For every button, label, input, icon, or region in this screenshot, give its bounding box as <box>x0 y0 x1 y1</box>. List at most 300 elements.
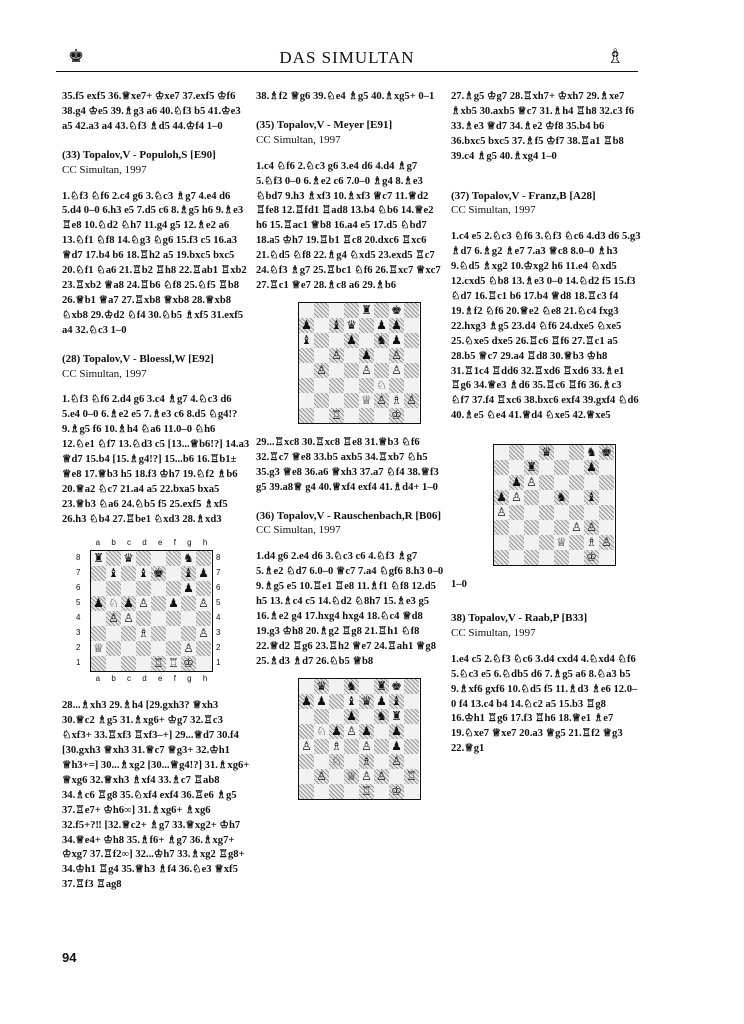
board-square <box>584 475 599 490</box>
board-square <box>91 626 106 641</box>
board-square <box>299 769 314 784</box>
chess-piece-icon: ♝ <box>138 566 149 581</box>
board-square <box>374 378 389 393</box>
board-file-label: f <box>173 537 176 547</box>
board-square <box>344 709 359 724</box>
board-square <box>299 724 314 739</box>
chess-diagram <box>298 302 418 424</box>
board-square <box>509 550 524 565</box>
board-square <box>299 333 314 348</box>
board-square <box>359 769 374 784</box>
board-square <box>166 551 181 566</box>
chess-piece-icon: ♙ <box>198 596 209 611</box>
board-square <box>299 408 314 423</box>
board-grid <box>493 444 616 566</box>
board-square <box>569 475 584 490</box>
game-continuation: 35.f5 exf5 36.♕xe7+ ♔xe7 37.exf5 ♔f6 38.g4 ♔e5 39.♗g3 a6 40.♘f3 b5 41.♔e3 a5 42.a3 a4 43.♘f3 ♗d5 44.♔f4 1–0 <box>62 91 241 132</box>
board-square <box>359 694 374 709</box>
board-square <box>389 393 404 408</box>
chess-piece-icon: ♙ <box>123 611 134 626</box>
board-square <box>554 520 569 535</box>
board-square <box>91 581 106 596</box>
board-square <box>524 460 539 475</box>
board-square <box>389 754 404 769</box>
chess-piece-icon: ♟ <box>301 317 312 332</box>
board-files-top <box>90 536 213 551</box>
board-square <box>151 581 166 596</box>
board-square <box>166 656 181 671</box>
board-square <box>509 490 524 505</box>
board-square <box>121 656 136 671</box>
board-file-label: g <box>187 537 192 547</box>
game-heading: (35) Topalov,V - Meyer [E91] <box>256 118 393 131</box>
board-square <box>524 520 539 535</box>
board-square <box>91 551 106 566</box>
board-square <box>344 694 359 709</box>
board-square <box>539 475 554 490</box>
board-square <box>509 535 524 550</box>
board-square <box>404 303 419 318</box>
board-square <box>299 348 314 363</box>
board-square <box>151 641 166 656</box>
board-file-label: e <box>157 674 163 684</box>
board-square <box>106 626 121 641</box>
board-square <box>344 769 359 784</box>
board-square <box>196 641 211 656</box>
board-square <box>374 739 389 754</box>
board-square <box>404 318 419 333</box>
board-square <box>599 445 614 460</box>
board-square <box>106 611 121 626</box>
board-square <box>569 445 584 460</box>
board-square <box>374 348 389 363</box>
board-square <box>136 611 151 626</box>
board-square <box>494 460 509 475</box>
chess-piece-icon: ♙ <box>601 535 612 550</box>
board-square <box>344 348 359 363</box>
chess-piece-icon: ♙ <box>361 768 372 783</box>
board-square <box>151 551 166 566</box>
board-square <box>509 520 524 535</box>
chess-piece-icon: ♝ <box>586 490 597 505</box>
board-ranks-left <box>76 550 90 672</box>
chess-piece-icon: ♟ <box>391 738 402 753</box>
board-square <box>181 581 196 596</box>
board-square <box>359 303 374 318</box>
board-grid <box>298 678 421 800</box>
board-square <box>121 596 136 611</box>
game-moves: 28...♗xh3 29.♗h4 [29.gxh3? ♕xh3 30.♕c2 ♗g5 31.♗xg6+ ♔g7 32.♖c3 ♘xf3+ 33.♖xf3 ♖xf3–+] 29...♕d7 30.f4 [30.gxh3 ♕xh3 31.♕c7 ♕g3+ 32.♔h1 ♕h3+=] 30...♗xg2 [30...♕g4!?] 31.♗xg6+ ♕xg6 32.♕xh3 ♗xf4 33.♗c7 ♖ab8 34.♗c6 ♖g8 35.♘xf4 exf4 36.♖e6 ♗g5 37.♖e7+ ♔h6∞] 31.♗xg6+ ♗xg6 32.f5+?‼ [32.♕c2+ ♗g7 33.♕xg2+ ♔h7 34.♕e4+ ♔h8 35.♗f6+ ♗g7 36.♗xg7+ ♔xg7 37.♖f2∞] 32...♔h7 33.♗xg2 ♖g8+ 34.♔h1 ♖g4 35.♕h3 ♗f4 36.♘e3 ♕xf5 37.♖f3 ♖ag8 <box>62 700 250 891</box>
chess-piece-icon: ♜ <box>391 708 402 723</box>
chess-piece-icon: ♗ <box>331 738 342 753</box>
chess-piece-icon: ♛ <box>346 317 357 332</box>
board-grid <box>298 302 421 424</box>
board-square <box>329 363 344 378</box>
board-square <box>344 739 359 754</box>
board-square <box>599 490 614 505</box>
board-square <box>569 535 584 550</box>
board-square <box>121 581 136 596</box>
board-square <box>599 520 614 535</box>
board-square <box>404 739 419 754</box>
board-square <box>389 769 404 784</box>
chess-piece-icon: ♕ <box>93 641 104 656</box>
board-square <box>569 505 584 520</box>
chess-piece-icon: ♟ <box>376 693 387 708</box>
chess-piece-icon: ♚ <box>391 678 402 693</box>
board-square <box>539 550 554 565</box>
chess-piece-icon: ♙ <box>571 520 582 535</box>
board-square <box>584 550 599 565</box>
board-square <box>314 348 329 363</box>
board-square <box>554 445 569 460</box>
board-square <box>404 378 419 393</box>
board-square <box>329 694 344 709</box>
board-square <box>494 505 509 520</box>
board-square <box>404 694 419 709</box>
chess-piece-icon: ♟ <box>93 596 104 611</box>
board-square <box>314 363 329 378</box>
board-square <box>374 709 389 724</box>
board-square <box>374 694 389 709</box>
game-moves: 29...♖xc8 30.♖xc8 ♖e8 31.♕b3 ♘f6 32.♖c7 ♕e8 33.b5 axb5 34.♖xb7 ♘h5 35.g3 ♕e8 36.a6 ♕xh3 37.a7 ♘f4 38.♕f3 g5 39.a8♕ g4 40.♕xf4 exf4 41.♗d4+ 1–0 <box>256 436 439 493</box>
chapter-title: DAS SIMULTAN <box>279 48 415 67</box>
board-square <box>554 490 569 505</box>
board-rank-label: 6 <box>76 583 81 593</box>
chess-piece-icon: ♟ <box>168 596 179 611</box>
board-square <box>329 393 344 408</box>
game-heading: (36) Topalov,V - Rauschenbach,R [B06] <box>256 509 441 522</box>
game-moves: 1.c4 e5 2.♘c3 ♘f6 3.♘f3 ♘c6 4.d3 d6 5.g3 ♗d7 6.♗g2 ♗e7 7.a3 ♕c8 8.0–0 ♗h3 9.♘d5 ♗xg2 10.♔xg2 h6 11.e4 ♘xd5 12.cxd5 ♘b8 13.♗e3 0–0 14.♘d2 f5 15.f3 ♘d7 16.♖c1 b6 17.b4 ♕d8 18.♖c3 f4 19.♗f2 ♘f6 20.♕e2 ♘e8 21.♘c4 fxg3 22.hxg3 ♗g5 23.d4 ♘f6 24.dxe5 ♘xe5 25.♘xe5 dxe5 26.♖c6 ♖f6 27.♖c1 a5 28.b5 ♕c7 29.a4 ♖d8 30.♕b3 ♔h8 31.♖1c4 ♖dd6 32.♖xd6 ♖xd6 33.♗e1 ♖g6 34.♕e3 ♗d6 35.♖c6 ♖f6 36.♗c3 ♘f7 37.f4 ♖xc6 38.bxc6 exf4 39.gxf4 ♘d6 40.♗e5 ♘e4 41.♕d4 ♘xe5 42.♕xe5 <box>451 231 641 422</box>
column-1 <box>62 90 250 893</box>
board-file-label: g <box>187 674 192 684</box>
board-square <box>524 475 539 490</box>
board-square <box>554 505 569 520</box>
board-square <box>329 408 344 423</box>
board-rank-label: 8 <box>216 553 221 563</box>
game-heading: (37) Topalov,V - Franz,B [A28] <box>451 189 596 202</box>
board-square <box>389 378 404 393</box>
chess-bishop-icon: ♗ <box>606 44 624 68</box>
board-square <box>359 348 374 363</box>
chess-piece-icon: ♞ <box>376 708 387 723</box>
board-square <box>181 596 196 611</box>
chess-piece-icon: ♝ <box>391 693 402 708</box>
page-number: 94 <box>62 950 77 965</box>
chess-piece-icon: ♟ <box>346 708 357 723</box>
board-square <box>121 641 136 656</box>
board-ranks-right <box>213 550 223 672</box>
board-square <box>136 641 151 656</box>
board-square <box>599 505 614 520</box>
board-square <box>136 656 151 671</box>
game-moves: 1.d4 g6 2.e4 d6 3.♘c3 c6 4.♘f3 ♗g7 5.♗e2 ♘d7 6.0–0 ♕c7 7.a4 ♘gf6 8.h3 0–0 9.♗g5 e5 10.♖e1 ♖e8 11.♗f1 ♘f8 12.d5 h5 13.♗c4 c5 14.♘d2 ♘8h7 15.♗e3 g5 16.♗e2 g4 17.hxg4 hxg4 18.♘c4 ♕d8 19.g3 ♔h8 20.♗g2 ♖g8 21.♖h1 ♘f8 22.♕d2 ♖g6 23.♖h2 ♕e7 24.♖ah1 ♕g8 25.♗d3 ♗d7 26.♘b5 ♕b8 <box>256 551 444 667</box>
board-square <box>344 679 359 694</box>
board-square <box>91 656 106 671</box>
board-file-label: c <box>127 674 132 684</box>
board-square <box>344 318 359 333</box>
board-square <box>524 535 539 550</box>
game-event: CC Simultan, 1997 <box>256 524 341 537</box>
board-square <box>299 739 314 754</box>
chess-diagram <box>298 678 418 800</box>
board-square <box>494 535 509 550</box>
board-square <box>494 550 509 565</box>
board-square <box>151 626 166 641</box>
board-square <box>106 581 121 596</box>
board-square <box>314 393 329 408</box>
board-square <box>314 318 329 333</box>
chess-piece-icon: ♙ <box>138 596 149 611</box>
board-square <box>404 754 419 769</box>
board-file-label: h <box>202 537 208 547</box>
board-square <box>329 724 344 739</box>
chess-piece-icon: ♜ <box>376 678 387 693</box>
board-square <box>584 460 599 475</box>
board-square <box>539 445 554 460</box>
board-square <box>389 739 404 754</box>
board-square <box>509 475 524 490</box>
board-square <box>314 303 329 318</box>
board-square <box>374 363 389 378</box>
board-square <box>299 318 314 333</box>
board-square <box>91 596 106 611</box>
board-square <box>389 333 404 348</box>
board-square <box>196 611 211 626</box>
board-square <box>166 581 181 596</box>
board-square <box>359 408 374 423</box>
chess-piece-icon: ♙ <box>346 723 357 738</box>
board-square <box>389 784 404 799</box>
board-square <box>389 363 404 378</box>
chess-piece-icon: ♛ <box>123 551 134 566</box>
board-square <box>314 408 329 423</box>
chess-piece-icon: ♘ <box>316 723 327 738</box>
board-square <box>389 348 404 363</box>
chess-diagram <box>493 444 613 566</box>
board-square <box>121 551 136 566</box>
board-square <box>404 333 419 348</box>
board-square <box>299 303 314 318</box>
board-square <box>314 679 329 694</box>
chess-piece-icon: ♙ <box>496 505 507 520</box>
board-square <box>584 490 599 505</box>
chess-piece-icon: ♙ <box>361 738 372 753</box>
board-square <box>524 550 539 565</box>
board-square <box>166 611 181 626</box>
board-square <box>314 333 329 348</box>
board-square <box>329 333 344 348</box>
board-square <box>181 551 196 566</box>
board-square <box>329 679 344 694</box>
board-square <box>344 363 359 378</box>
board-file-label: d <box>142 537 147 547</box>
board-square <box>329 303 344 318</box>
game-heading: (33) Topalov,V - Populoh,S [E90] <box>62 148 216 161</box>
chess-piece-icon: ♞ <box>586 445 597 460</box>
board-rank-label: 5 <box>76 598 81 608</box>
board-square <box>404 709 419 724</box>
chess-piece-icon: ♘ <box>331 753 342 768</box>
column-2 <box>256 90 446 812</box>
chess-piece-icon: ♞ <box>376 332 387 347</box>
game-event: CC Simultan, 1997 <box>62 367 147 380</box>
page-header <box>56 44 638 72</box>
board-square <box>389 679 404 694</box>
board-square <box>404 363 419 378</box>
chess-piece-icon: ♖ <box>331 407 342 422</box>
board-square <box>359 393 374 408</box>
chess-piece-icon: ♙ <box>108 611 119 626</box>
board-square <box>314 784 329 799</box>
chess-piece-icon: ♝ <box>331 317 342 332</box>
game-continuation: 27.♗g5 ♔g7 28.♖xh7+ ♔xh7 29.♗xe7 ♗xb5 30.axb5 ♕c7 31.♗h4 ♖h8 32.c3 f6 33.♗e3 ♕d7 34.♗e2 ♔f8 35.b4 b6 36.bxc5 bxc5 37.♗f5 ♔f7 38.♖a1 ♖b8 39.c4 ♗g5 40.♗xg4 1–0 <box>451 91 635 162</box>
board-file-label: e <box>157 537 163 547</box>
game-event: CC Simultan, 1997 <box>62 163 147 176</box>
board-square <box>554 535 569 550</box>
chess-piece-icon: ♗ <box>391 392 402 407</box>
board-rank-label: 1 <box>216 658 221 668</box>
board-square <box>299 393 314 408</box>
chess-piece-icon: ♜ <box>361 302 372 317</box>
board-square <box>404 348 419 363</box>
chess-piece-icon: ♙ <box>406 392 417 407</box>
board-square <box>389 303 404 318</box>
chess-piece-icon: ♕ <box>556 535 567 550</box>
board-square <box>569 490 584 505</box>
board-square <box>584 505 599 520</box>
chess-piece-icon: ♚ <box>391 302 402 317</box>
board-square <box>389 709 404 724</box>
board-square <box>299 679 314 694</box>
board-rank-label: 5 <box>216 598 221 608</box>
board-square <box>299 363 314 378</box>
board-square <box>344 393 359 408</box>
board-square <box>106 641 121 656</box>
board-square <box>91 641 106 656</box>
board-square <box>599 475 614 490</box>
board-square <box>106 566 121 581</box>
board-square <box>136 581 151 596</box>
board-square <box>329 348 344 363</box>
board-rank-label: 3 <box>76 628 81 638</box>
game-moves: 1.♘f3 ♘f6 2.d4 g6 3.c4 ♗g7 4.♘c3 d6 5.e4 0–0 6.♗e2 e5 7.♗e3 c6 8.d5 ♘g4!? 9.♗g5 f6 10.♗h4 ♘a6 11.0–0 ♘h6 12.♘e1 ♘f7 13.♘d3 c5 [13...♕b6!?] 14.a3 ♕d7 15.b4 [15.♗g4!?] 15...b6 16.♖b1± ♕e8 17.♕b3 h5 18.f3 ♔h7 19.♘f2 ♗b6 20.♕a2 ♘c7 21.a4 a5 22.bxa5 bxa5 23.♕b3 ♘a6 24.♘b5 f5 25.exf5 ♗xf5 26.h3 ♘b4 27.♖be1 ♘xd3 28.♗xd3 <box>62 394 250 525</box>
board-square <box>196 626 211 641</box>
board-square <box>539 505 554 520</box>
board-square <box>374 303 389 318</box>
board-square <box>539 460 554 475</box>
board-square <box>106 656 121 671</box>
chess-diagram <box>76 536 246 688</box>
game-moves: 1.e4 c5 2.♘f3 ♘c6 3.d4 cxd4 4.♘xd4 ♘f6 5.♘c3 e5 6.♘db5 d6 7.♗g5 a6 8.♘a3 b5 9.♗xf6 gxf6 10.♘d5 f5 11.♗d3 ♗e6 12.0–0 f4 13.c4 b4 14.♘c2 a5 15.b3 ♖g8 16.♔h1 ♖g6 17.f3 ♖h6 18.♕e1 ♗e7 19.♘xe7 ♕xe7 20.a3 ♕g5 21.♖f2 ♕g3 22.♕g1 <box>451 653 638 755</box>
board-square <box>136 626 151 641</box>
board-square <box>166 626 181 641</box>
game-event: CC Simultan, 1997 <box>451 626 536 639</box>
board-square <box>166 596 181 611</box>
chess-piece-icon: ♞ <box>346 678 357 693</box>
board-square <box>509 445 524 460</box>
board-square <box>509 505 524 520</box>
board-square <box>329 739 344 754</box>
board-square <box>136 596 151 611</box>
chess-piece-icon: ♟ <box>391 317 402 332</box>
board-square <box>329 709 344 724</box>
chess-piece-icon: ♟ <box>586 460 597 475</box>
board-square <box>599 550 614 565</box>
chess-piece-icon: ♝ <box>183 566 194 581</box>
board-square <box>524 445 539 460</box>
chess-piece-icon: ♙ <box>361 362 372 377</box>
board-rank-label: 2 <box>216 643 221 653</box>
game-moves: 1.♘f3 ♘f6 2.c4 g6 3.♘c3 ♗g7 4.e4 d6 5.d4 0–0 6.h3 e5 7.d5 c6 8.♗g5 h6 9.♗e3 ♖e8 10.♘d2 ♘h7 11.g4 g5 12.♗e2 a6 13.♘f1 ♘f8 14.♘g3 ♘g6 15.f3 c5 16.a3 ♕d7 17.b4 b6 18.♖h2 a5 19.bxc5 bxc5 20.♘f1 ♘a6 21.♖b2 ♖h8 22.♖ab1 ♖xb2 23.♖xb2 ♕a8 24.♖b6 ♘f8 25.♘f5 ♖b8 26.♕b1 ♕a7 27.♖xb8 ♕xb8 28.♕xb8 ♘xb8 29.♔d2 ♘f4 30.♘b5 ♗xf5 31.exf5 a4 32.♘c3 1–0 <box>62 190 247 336</box>
board-square <box>181 611 196 626</box>
board-square <box>374 724 389 739</box>
chess-piece-icon: ♖ <box>168 656 179 671</box>
board-file-label: a <box>95 537 101 547</box>
board-square <box>181 641 196 656</box>
board-square <box>374 679 389 694</box>
chess-piece-icon: ♖ <box>153 656 164 671</box>
board-square <box>314 754 329 769</box>
board-square <box>389 318 404 333</box>
board-square <box>374 318 389 333</box>
game-event: CC Simultan, 1997 <box>256 133 341 146</box>
board-square <box>374 769 389 784</box>
chess-piece-icon: ♙ <box>316 362 327 377</box>
game-heading: 38) Topalov,V - Raab,P [B33] <box>451 612 588 625</box>
chess-piece-icon: ♙ <box>376 768 387 783</box>
chess-piece-icon: ♕ <box>361 392 372 407</box>
board-square <box>404 769 419 784</box>
chess-piece-icon: ♚ <box>153 566 164 581</box>
chess-piece-icon: ♟ <box>183 581 194 596</box>
board-square <box>299 784 314 799</box>
board-square <box>196 656 211 671</box>
board-square <box>314 378 329 393</box>
chess-piece-icon: ♟ <box>316 693 327 708</box>
chess-piece-icon: ♝ <box>108 566 119 581</box>
board-square <box>106 551 121 566</box>
board-square <box>404 784 419 799</box>
chess-piece-icon: ♟ <box>198 566 209 581</box>
chess-piece-icon: ♘ <box>108 596 119 611</box>
board-square <box>299 754 314 769</box>
board-rank-label: 4 <box>76 613 81 623</box>
board-rank-label: 3 <box>216 628 221 638</box>
board-square <box>344 784 359 799</box>
chess-piece-icon: ♚ <box>601 445 612 460</box>
board-square <box>329 318 344 333</box>
game-continuation: 38.♗f2 ♕g6 39.♘e4 ♗g5 40.♗xg5+ 0–1 <box>256 91 435 102</box>
chess-piece-icon: ♗ <box>138 626 149 641</box>
board-rank-label: 4 <box>216 613 221 623</box>
board-file-label: f <box>173 674 176 684</box>
board-file-label: a <box>95 674 101 684</box>
board-square <box>494 520 509 535</box>
chess-piece-icon: ♘ <box>376 377 387 392</box>
board-square <box>359 378 374 393</box>
board-files-bottom <box>90 672 213 687</box>
chess-piece-icon: ♝ <box>301 332 312 347</box>
board-square <box>121 611 136 626</box>
board-square <box>374 333 389 348</box>
chess-piece-icon: ♟ <box>346 332 357 347</box>
chess-piece-icon: ♙ <box>511 490 522 505</box>
chess-piece-icon: ♖ <box>406 768 417 783</box>
board-grid <box>90 550 213 672</box>
board-square <box>181 626 196 641</box>
board-square <box>299 378 314 393</box>
